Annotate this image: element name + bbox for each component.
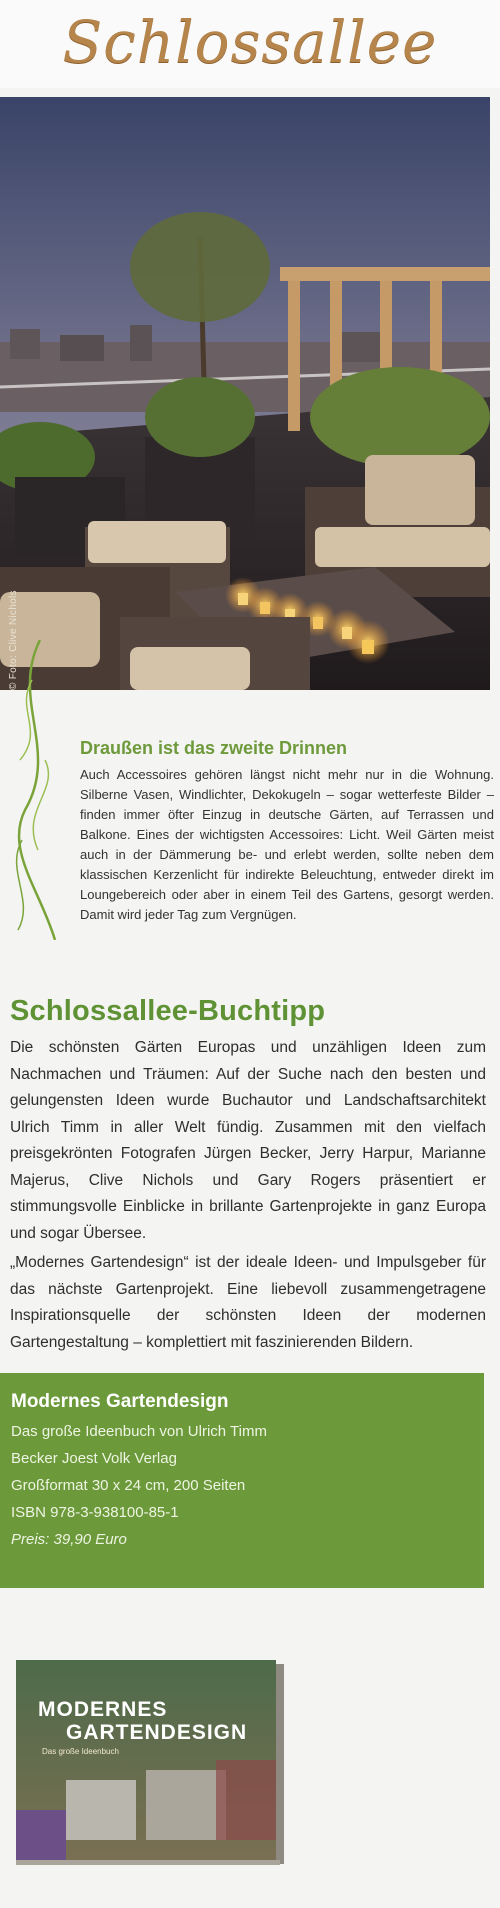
masthead <box>0 0 500 88</box>
book-publisher: Becker Joest Volk Verlag <box>11 1450 177 1467</box>
masthead-title: Schlossallee <box>62 8 438 76</box>
cover-title-line-2: GARTENDESIGN <box>66 1721 248 1744</box>
terrace-photo <box>0 97 490 690</box>
intro-section <box>80 738 494 925</box>
book-isbn: ISBN 978-3-938100-85-1 <box>11 1504 179 1521</box>
book-info-box <box>0 1373 484 1588</box>
cover-subtitle: Das große Ideenbuch <box>42 1747 119 1756</box>
buchtipp-paragraph-1: Die schönsten Gärten Europas und unzähligen Ideen zum Nachmachen und Träumen: Auf der Suche nach den besten und gelungensten Ideen wurde Buchautor und Landschaftsarchitekt Ulrich Timm in aller Welt fündig. Zusammen mit den vielfach preisgekrönten Fotografen Jürgen Becker, Jerry Harpur, Marianne Majerus, Clive Nichols und Gary Rogers präsentiert er stimmungsvolle Einblicke in brillante Gartenprojekte in ganz Europa und sogar Übersee. <box>10 1039 486 1242</box>
intro-body: Auch Accessoires gehören längst nicht mehr nur in die Wohnung. Silberne Vasen, Windlichter, Dekokugeln – sogar wetterfeste Bilder – finden immer öfter Einzug in deutsche Gärten, auf Terrassen und Balkone. Eines der wichtigsten Accessoires: Licht. Weil Gärten meist auch in der Dämmerung be- und erlebt werden, sollte neben dem klassischen Kerzenlicht für indirekte Beleuchtung, entweder direkt im Loungebereich oder aber in einem Teil des Gartens, gesorgt werden. Damit wird jeder Tag zum Vergnügen. <box>80 767 494 922</box>
book-title: Modernes Gartendesign <box>11 1391 229 1412</box>
decorative-vine <box>0 640 70 940</box>
book-cover <box>16 1660 284 1865</box>
photo-credit: © Foto: Clive Nichols <box>8 590 19 690</box>
book-subtitle: Das große Ideenbuch von Ulrich Timm <box>11 1423 267 1440</box>
intro-heading: Draußen ist das zweite Drinnen <box>80 738 348 758</box>
buchtipp-paragraph-2: „Modernes Gartendesign“ ist der ideale Ideen- und Impulsgeber für das nächste Gartenprojekt. Eine liebevoll zusammengetragene Inspirationsquelle der schönsten Ideen der modernen Gartengestaltung – komplettiert mit faszinierenden Bildern. <box>10 1254 486 1351</box>
book-price: Preis: 39,90 Euro <box>11 1531 127 1548</box>
cover-title-line-1: MODERNES <box>38 1698 168 1721</box>
book-format: Großformat 30 x 24 cm, 200 Seiten <box>11 1477 246 1494</box>
buchtipp-heading: Schlossallee-Buchtipp <box>10 995 326 1027</box>
